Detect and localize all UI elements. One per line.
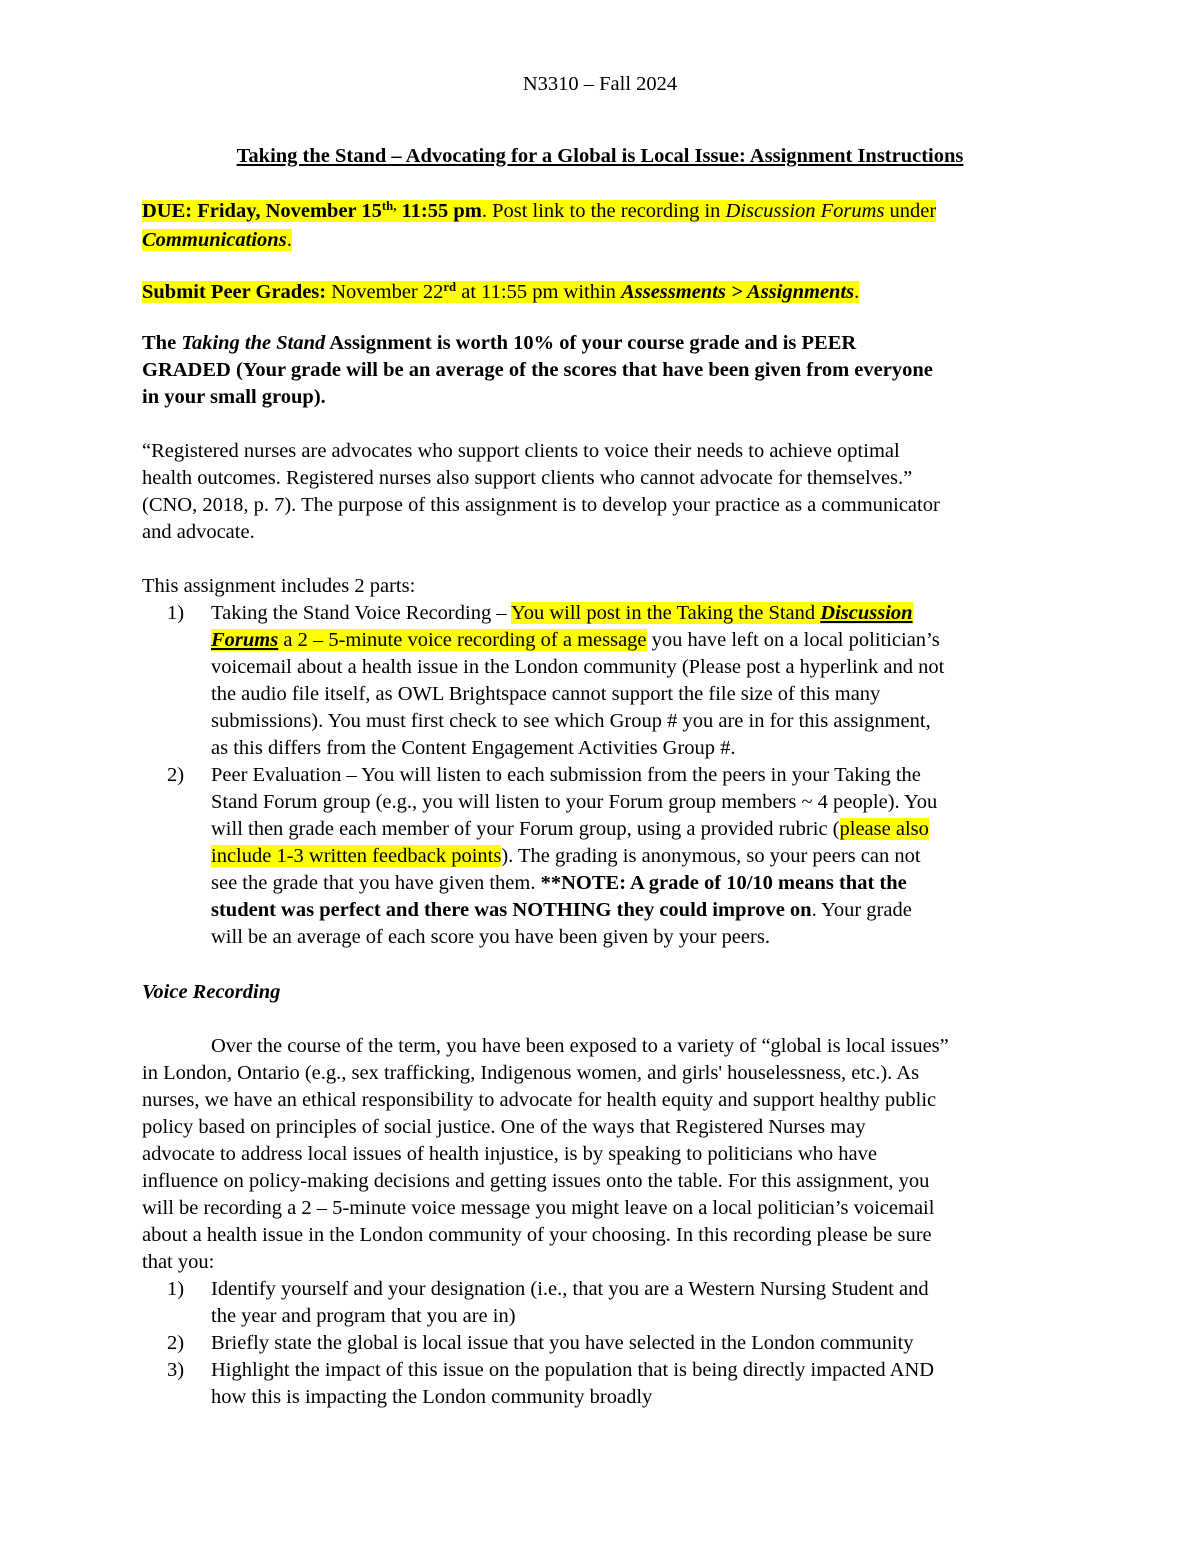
part2-text-2: ). The grading is anonymous, so your peers can not <box>501 845 921 867</box>
voice-para-line: policy based on principles of social justice. One of the ways that Registered Nurses may <box>142 1116 866 1138</box>
voice-para-line: that you: <box>142 1251 215 1273</box>
worth-text-b: Taking the Stand <box>181 332 326 354</box>
part2-note: **NOTE: A grade of 10/10 means that the <box>540 872 907 894</box>
part1-line-1 <box>211 600 913 627</box>
part2-line-7: will be an average of each score you have been given by your peers. <box>211 926 770 948</box>
peer-grades-time: at 11:55 pm within <box>456 281 622 303</box>
worth-text-c: Assignment is worth 10% of your course grade and is PEER <box>325 332 857 354</box>
due-label: DUE: Friday, November 15 <box>142 200 382 222</box>
part1-text: Taking the Stand Voice Recording – <box>211 602 511 624</box>
voice-para-line: influence on policy-making decisions and getting issues onto the table. For this assignment, you <box>142 1170 930 1192</box>
part1-discussion: Discussion <box>820 602 913 624</box>
part2-line-5 <box>211 870 907 897</box>
peer-grades-line <box>142 279 859 306</box>
peer-grades-end: . <box>854 281 860 303</box>
peer-grades-sup: rd <box>443 280 457 295</box>
due-highlight <box>142 200 936 222</box>
due-time: 11:55 pm <box>396 200 482 222</box>
part1-line-5: submissions). You must first check to see which Group # you are in for this assignment, <box>211 710 931 732</box>
list-number: 3) <box>167 1359 185 1381</box>
worth-line-3: in your small group). <box>142 386 326 408</box>
due-communications: Communications <box>142 229 287 251</box>
list-item: Highlight the impact of this issue on the population that is being directly impacted AND <box>211 1359 935 1381</box>
part2-text: will then grade each member of your Forum group, using a provided rubric ( <box>211 818 840 840</box>
quote-line: “Registered nurses are advocates who support clients to voice their needs to achieve optimal <box>142 440 900 462</box>
course-header: N3310 – Fall 2024 <box>522 73 678 95</box>
voice-para-line: Over the course of the term, you have been exposed to a variety of “global is local issues” <box>211 1035 949 1057</box>
worth-line-2: GRADED (Your grade will be an average of the scores that have been given from everyone <box>142 359 933 381</box>
parts-intro: This assignment includes 2 parts: <box>142 575 416 597</box>
part2-line-6 <box>211 897 912 924</box>
due-end: . <box>286 229 292 251</box>
part2-highlight: please also <box>839 818 929 840</box>
due-line-1 <box>142 198 936 225</box>
worth-line-1 <box>142 330 856 357</box>
due-line-2 <box>142 227 292 254</box>
peer-grades-location: Assessments > Assignments <box>621 281 855 303</box>
part2-line-2: Stand Forum group (e.g., you will listen to your Forum group members ~ 4 people). You <box>211 791 938 813</box>
list-number: 1) <box>167 1278 185 1300</box>
due-forums: Discussion Forums <box>725 200 885 222</box>
quote-line: and advocate. <box>142 521 255 543</box>
part1-number: 1) <box>167 602 185 624</box>
part1-line-4: the audio file itself, as OWL Brightspace cannot support the file size of this many <box>211 683 881 705</box>
quote-line: health outcomes. Registered nurses also support clients who cannot advocate for themselves.” <box>142 467 913 489</box>
part2-text-4: . Your grade <box>811 899 912 921</box>
part2-line-1: Peer Evaluation – You will listen to each submission from the peers in your Taking the <box>211 764 921 786</box>
part1-line-6: as this differs from the Content Engagement Activities Group #. <box>211 737 736 759</box>
part1-highlight: You will post in the Taking the Stand <box>510 602 821 624</box>
part2-text-3: see the grade that you have given them. <box>211 872 541 894</box>
quote-line: (CNO, 2018, p. 7). The purpose of this assignment is to develop your practice as a communicator <box>142 494 940 516</box>
part1-line-3: voicemail about a health issue in the London community (Please post a hyperlink and not <box>211 656 945 678</box>
part1-highlight-2: a 2 – 5-minute voice recording of a message <box>278 629 647 651</box>
list-item: Briefly state the global is local issue that you have selected in the London community <box>211 1332 914 1354</box>
due-text-2: under <box>884 200 937 222</box>
due-sup: th, <box>381 199 397 214</box>
part1-text-2: you have left on a local politician’s <box>646 629 940 651</box>
part2-line-4 <box>211 843 921 870</box>
peer-grades-label: Submit Peer Grades: <box>142 281 327 303</box>
part2-number: 2) <box>167 764 185 786</box>
voice-para-line: will be recording a 2 – 5-minute voice message you might leave on a local politician’s voicemail <box>142 1197 935 1219</box>
list-item: the year and program that you are in) <box>211 1305 516 1327</box>
voice-recording-heading: Voice Recording <box>142 981 281 1003</box>
list-item: how this is impacting the London community broadly <box>211 1386 653 1408</box>
part2-note-2: student was perfect and there was NOTHING they could improve on <box>211 899 812 921</box>
voice-para-line: in London, Ontario (e.g., sex trafficking, Indigenous women, and girls' houselessness, etc.). As <box>142 1062 920 1084</box>
due-text: . Post link to the recording in <box>481 200 726 222</box>
list-number: 2) <box>167 1332 185 1354</box>
part2-highlight-2: include 1-3 written feedback points <box>211 845 502 867</box>
part1-forums: Forums <box>211 629 279 651</box>
list-item: Identify yourself and your designation (i.e., that you are a Western Nursing Student and <box>211 1278 929 1300</box>
voice-para-line: advocate to address local issues of health injustice, is by speaking to politicians who have <box>142 1143 877 1165</box>
voice-para-line: nurses, we have an ethical responsibility to advocate for health equity and support healthy public <box>142 1089 937 1111</box>
voice-para-line: about a health issue in the London community of your choosing. In this recording please be sure <box>142 1224 932 1246</box>
part2-line-3 <box>211 816 929 843</box>
part1-line-2 <box>211 627 940 654</box>
worth-text-a: The <box>142 332 182 354</box>
assignment-title: Taking the Stand – Advocating for a Global is Local Issue: Assignment Instructions <box>236 145 964 167</box>
peer-grades-date: November 22 <box>326 281 444 303</box>
